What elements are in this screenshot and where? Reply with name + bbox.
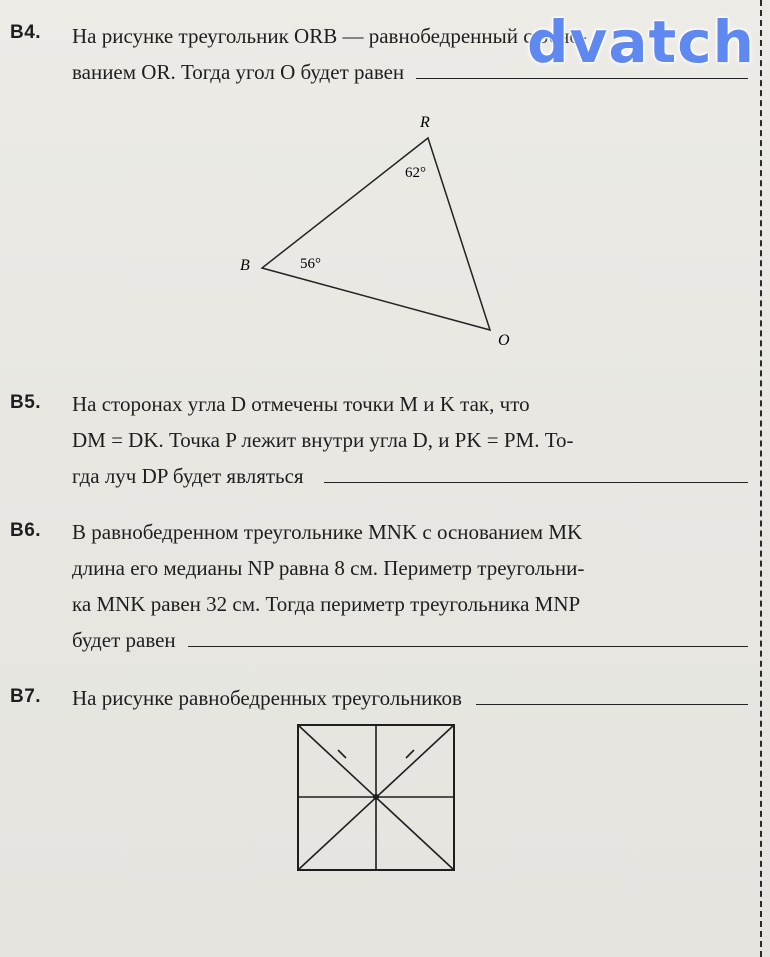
problem-line: ка MNK равен 32 см. Тогда периметр треугольника MNP [72,592,581,616]
problem-line-text: гда луч DP будет являться [72,464,304,488]
tick-mark [338,750,346,758]
vertex-label-b: B [240,257,250,274]
center-point [373,794,379,800]
problem-line: длина его медианы NP равна 8 см. Периметр треугольни- [72,556,585,580]
problem-line-text: На рисунке равнобедренных треугольников [72,686,462,710]
problem-line: На сторонах угла D отмечены точки M и K так, что [72,392,530,416]
problem-number: B7. [10,686,42,707]
problem-line: На рисунке треугольник ORB — равнобедренный с осно- [72,24,587,48]
angle-r-label: 62° [405,165,426,181]
problem-number: B6. [10,520,42,541]
angle-b-label: 56° [300,256,321,272]
tick-mark [406,750,414,758]
problem-number: B4. [10,22,42,43]
vertex-label-r: R [420,114,430,131]
problem-line-text: ванием OR. Тогда угол O будет равен [72,60,405,84]
problem-number: B5. [10,392,42,413]
vertex-label-o: O [498,332,510,349]
watermark-logo: dvatch [527,8,755,76]
problem-line-text: будет равен [72,628,176,652]
problem-line: DM = DK. Точка P лежит внутри угла D, и PK = PM. То- [72,428,574,452]
problem-line: В равнобедренном треугольнике MNK с основанием MK [72,520,583,544]
